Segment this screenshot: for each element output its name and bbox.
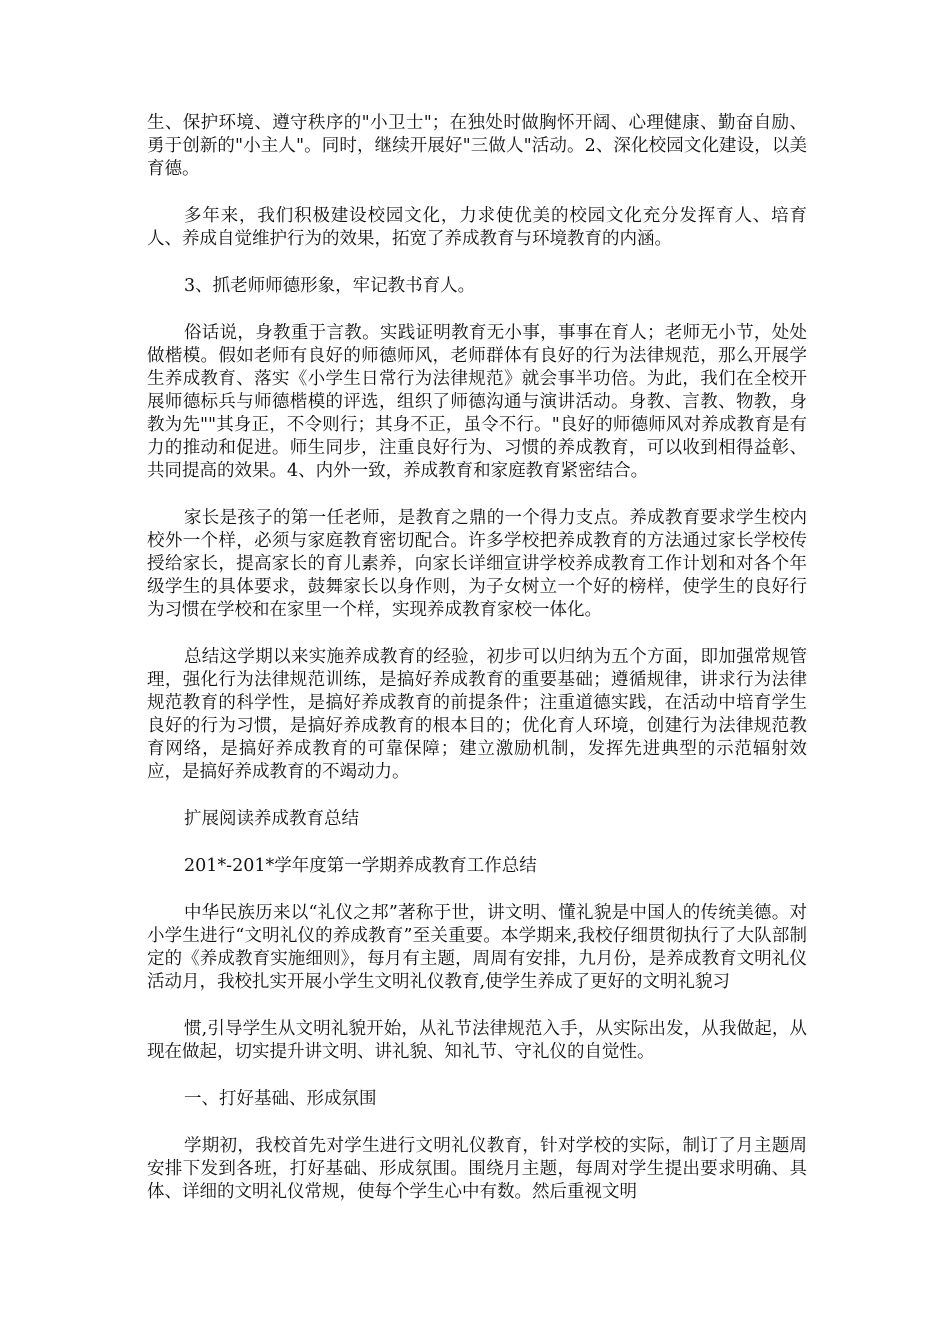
paragraph-semester-start: 学期初，我校首先对学生进行文明礼仪教育，针对学校的实际，制订了月主题周安排下发到各班，打好基础、形成氛围。围绕月主题，每周对学生提出要求明确、具体、详细的文明礼仪常规，使每个学生心中有数。然后重视文明 — [147, 1136, 807, 1202]
document-body — [147, 112, 807, 1228]
paragraph-teacher-ethics: 俗话说，身教重于言教。实践证明教育无小事，事事在育人；老师无小节，处处做楷模。假如老师有良好的师德师风，老师群体有良好的行为法律规范，那么开展学生养成教育、落实《小学生日常行为法律规范》就会事半功倍。为此，我们在全校开展师德标兵与师德楷模的评选，组织了师德沟通与演讲活动。身教、言教、物教，身教为先""其身正，不令则行；其身不正，虽令不行。"良好的师德师风对养成教育是有力的推动和促进。师生同步，注重良好行为、习惯的养成教育，可以收到相得益彰、共同提高的效果。4、内外一致，养成教育和家庭教育紧密结合。 — [147, 323, 807, 481]
paragraph-etiquette-habits: 惯,引导学生从文明礼貌开始，从礼节法律规范入手，从实际出发，从我做起，从现在做起，切实提升讲文明、讲礼貌、知礼节、守礼仪的自觉性。 — [147, 1019, 807, 1062]
heading-semester-summary: 201*-201*学年度第一学期养成教育工作总结 — [184, 856, 537, 876]
heading-extended-reading: 扩展阅读养成教育总结 — [184, 809, 359, 829]
paragraph-campus-culture: 多年来，我们积极建设校园文化，力求使优美的校园文化充分发挥育人、培育人、养成自觉维护行为的效果，拓宽了养成教育与环境教育的内涵。 — [147, 206, 807, 249]
paragraph-parents: 家长是孩子的第一任老师，是教育之鼎的一个得力支点。养成教育要求学生校内校外一个样，必须与家庭教育密切配合。许多学校把养成教育的方法通过家长学校传授给家长，提高家长的育儿素养，向家长详细宣讲学校养成教育工作计划和对各个年级学生的具体要求，鼓舞家长以身作则，为子女树立一个好的榜样，使学生的良好行为习惯在学校和在家里一个样，实现养成教育家校一体化。 — [147, 508, 807, 620]
paragraph-etiquette-intro: 中华民族历来以“礼仪之邦”著称于世，讲文明、懂礼貌是中国人的传统美德。对小学生进行“文明礼仪的养成教育”至关重要。本学期来,我校仔细贯彻执行了大队部制定的《养成教育实施细则》，每月有主题，周周有安排，九月份，是养成教育文明礼仪活动月，我校扎实开展小学生文明礼仪教育,使学生养成了更好的文明礼貌习 — [147, 903, 807, 992]
section-heading-teacher-ethics: 3、抓老师师德形象，牢记教书育人。 — [184, 276, 476, 296]
paragraph-summary: 总结这学期以来实施养成教育的经验，初步可以归纳为五个方面，即加强常规管理，强化行为法律规范训练，是搞好养成教育的重要基础；遵循规律，讲求行为法律规范教育的科学性，是搞好养成教育的前提条件；注重道德实践，在活动中培育学生良好的行为习惯，是搞好养成教育的根本目的；优化育人环境，创建行为法律规范教育网络，是搞好养成教育的可靠保障；建立激励机制，发挥先进典型的示范辐射效应，是搞好养成教育的不竭动力。 — [147, 647, 807, 782]
section-heading-foundation: 一、打好基础、形成氛围 — [184, 1089, 377, 1109]
paragraph-continuation: 生、保护环境、遵守秩序的"小卫士"；在独处时做胸怀开阔、心理健康、勤奋自励、勇于创新的"小主人"。同时，继续开展好"三做人"活动。2、深化校园文化建设，以美育德。 — [147, 113, 807, 179]
